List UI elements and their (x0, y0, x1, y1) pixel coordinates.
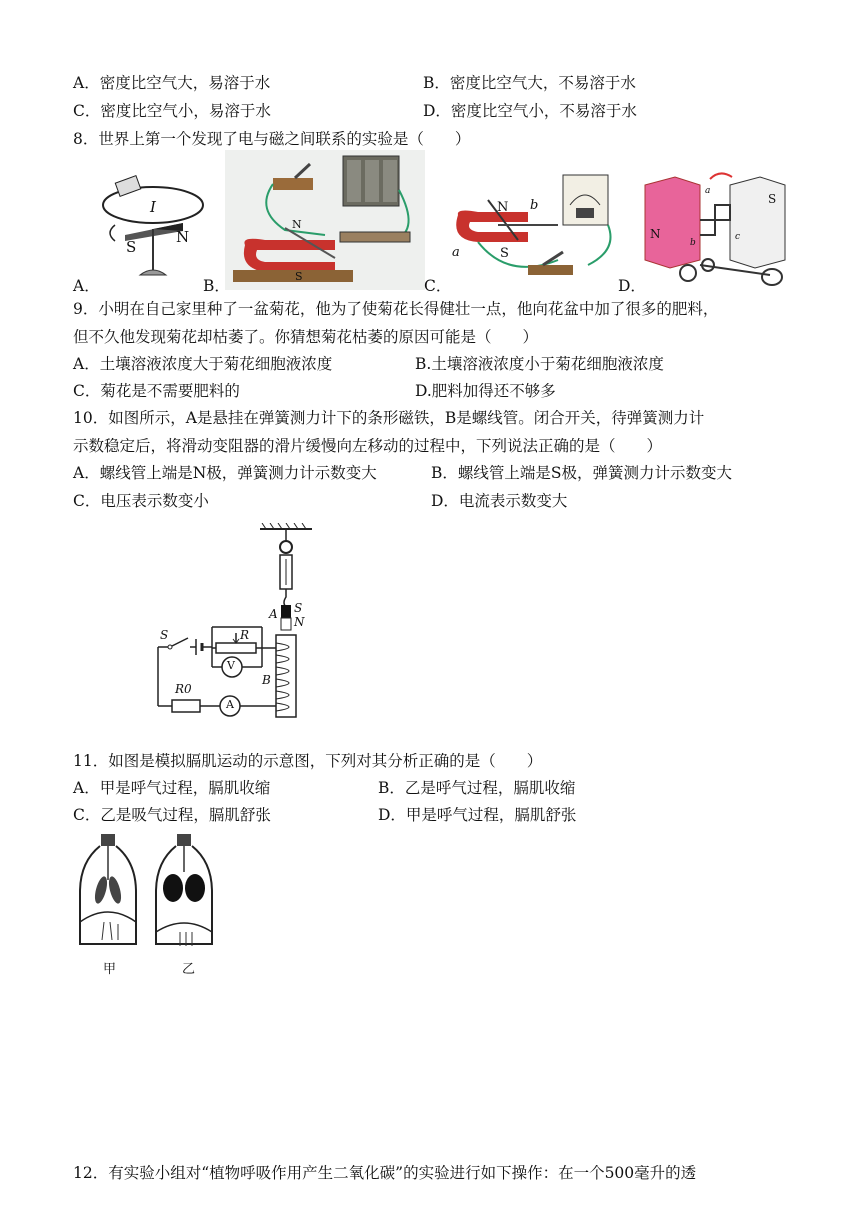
q10-fig-label-switch-s: S (160, 628, 169, 642)
q7-option-d: D．密度比空气小，不易溶于水 (423, 102, 637, 120)
q7-option-c: C．密度比空气小，易溶于水 (73, 102, 271, 120)
q8-figure-b (225, 150, 425, 290)
q8-fig-c-label-n: N (497, 200, 509, 215)
q12-stem: 12．有实验小组对“植物呼吸作用产生二氧化碳”的实验进行如下操作：在一个500毫升的透 (73, 1164, 697, 1182)
q8-fig-a-label-i: I (150, 198, 156, 216)
q8-fig-c-label-a: a (452, 245, 460, 260)
q9-option-d: D.肥料加得还不够多 (415, 382, 556, 400)
q11-label-jia: 甲 (103, 962, 117, 977)
q9-option-b: B.土壤溶液浓度小于菊花细胞液浓度 (415, 355, 664, 373)
q10-fig-label-b: B (262, 673, 271, 687)
q8-fig-d-label-n: N (650, 227, 661, 241)
q10-option-c: C．电压表示数变小 (73, 492, 209, 510)
q10-option-b: B．螺线管上端是S极，弹簧测力计示数变大 (431, 464, 733, 482)
q10-option-d: D．电流表示数变大 (431, 492, 568, 510)
q10-option-a: A．螺线管上端是N极，弹簧测力计示数变大 (73, 464, 377, 482)
q10-fig-label-r0: R0 (175, 682, 192, 696)
q7-option-b: B．密度比空气大，不易溶于水 (423, 74, 636, 92)
q10-stem-line1: 10．如图所示，A是悬挂在弹簧测力计下的条形磁铁，B是螺线管。闭合开关，待弹簧测力计 (73, 409, 705, 427)
q8-fig-d-label-b: b (690, 238, 696, 248)
q8-stem: 8．世界上第一个发现了电与磁之间联系的实验是（ ） (73, 130, 471, 148)
q10-fig-label-ammeter: A (226, 698, 234, 711)
q8-figure-a (95, 165, 215, 290)
q8-fig-d-label-c: c (735, 232, 741, 242)
q9-option-c: C．菊花是不需要肥料的 (73, 382, 240, 400)
q10-fig-label-s: S (294, 601, 303, 615)
q11-label-yi: 乙 (182, 962, 196, 977)
q9-stem-line2: 但不久他发现菊花却枯萎了。你猜想菊花枯萎的原因可能是（ ） (73, 328, 539, 346)
q8-figure-d (640, 165, 790, 290)
q11-option-a: A．甲是呼气过程，膈肌收缩 (73, 779, 271, 797)
q10-fig-label-n: N (294, 615, 305, 629)
q8-label-b: B． (203, 277, 230, 295)
q10-fig-label-r: R (240, 628, 250, 642)
q8-fig-b-label-n: N (292, 218, 302, 231)
q10-fig-label-magnet-a: A (269, 607, 278, 621)
bell-jar-yi (156, 834, 212, 946)
q8-label-d: D． (618, 277, 646, 295)
q10-fig-label-voltmeter: V (227, 659, 235, 672)
q8-fig-d-label-s: S (768, 192, 777, 206)
q8-label-a: A． (73, 277, 100, 295)
q11-stem: 11．如图是模拟膈肌运动的示意图，下列对其分析正确的是（ ） (73, 752, 543, 770)
q11-bell-jar-figure (78, 832, 218, 952)
q7-option-a: A．密度比空气大，易溶于水 (73, 74, 271, 92)
q8-fig-b-label-s: S (295, 270, 303, 283)
q11-option-c: C．乙是吸气过程，膈肌舒张 (73, 806, 271, 824)
q10-stem-line2: 示数稳定后，将滑动变阻器的滑片缓慢向左移动的过程中，下列说法正确的是（ ） (73, 437, 663, 455)
q9-stem-line1: 9．小明在自己家里种了一盆菊花，他为了使菊花长得健壮一点，他向花盆中加了很多的肥料， (73, 300, 719, 318)
q8-fig-a-label-n: N (176, 228, 190, 246)
q11-option-d: D．甲是呼气过程，膈肌舒张 (378, 806, 577, 824)
bell-jar-jia (80, 834, 136, 944)
q8-fig-c-label-b: b (530, 198, 539, 213)
q8-label-c: C． (424, 277, 452, 295)
q8-fig-c-label-s: S (500, 246, 509, 261)
q8-fig-d-label-a: a (705, 186, 711, 196)
q9-option-a: A．土壤溶液浓度大于菊花细胞液浓度 (73, 355, 333, 373)
q8-fig-a-label-s: S (126, 238, 137, 256)
q8-figure-c (448, 170, 618, 285)
q11-option-b: B．乙是呼气过程，膈肌收缩 (378, 779, 576, 797)
